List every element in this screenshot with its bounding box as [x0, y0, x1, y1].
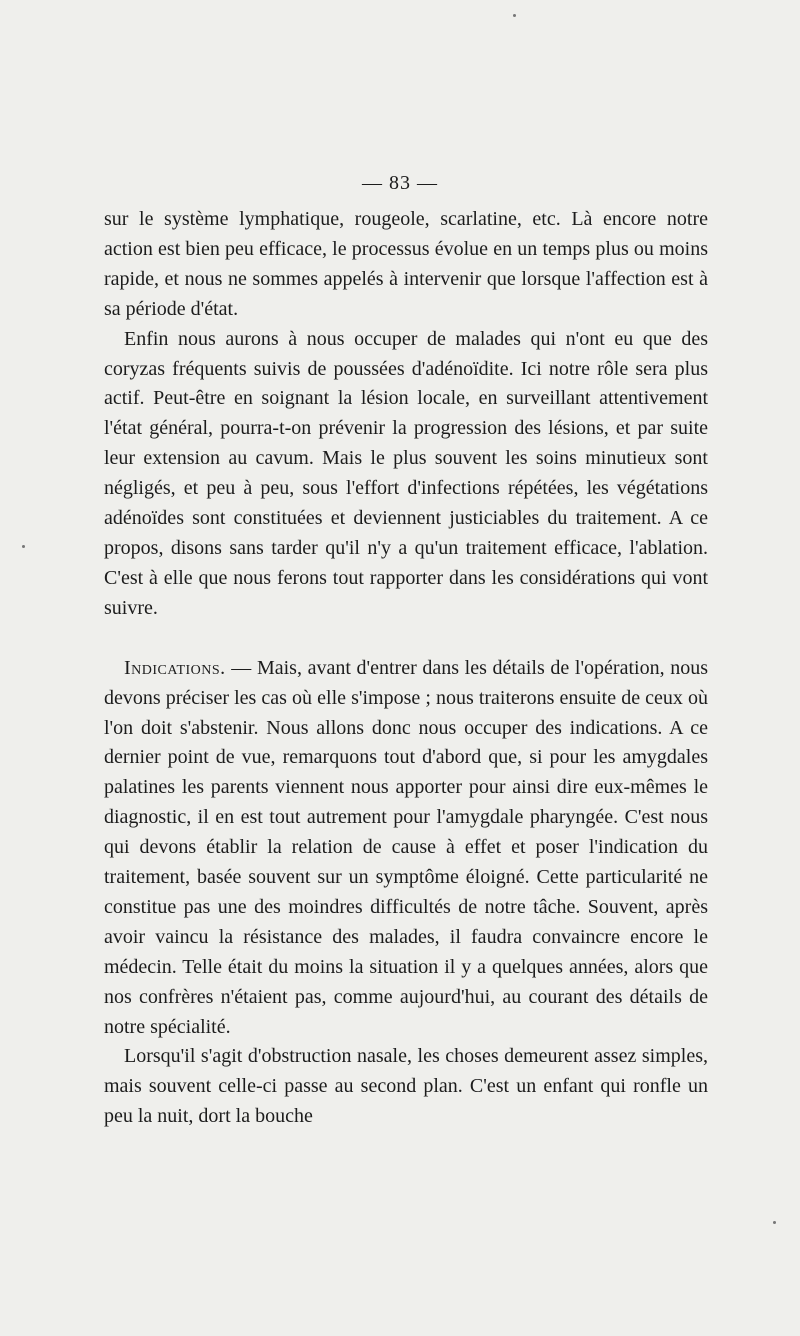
paragraph: Lorsqu'il s'agit d'obstruction nasale, les choses demeurent assez simples, mais souvent celle-ci passe au second plan. C'est un enfant qui ronfle un peu la nuit, dort la bouche — [104, 1045, 708, 1128]
body-text — [104, 205, 708, 1132]
paragraph: sur le système lymphatique, rougeole, scarlatine, etc. Là encore notre action est bien peu efficace, le processus évolue en un temps plus ou moins rapide, et nous ne sommes appelés à intervenir que lorsque l'affection est à sa période d'état. — [104, 208, 708, 320]
page-number: — 83 — — [362, 172, 438, 194]
paragraph — [104, 654, 708, 1043]
paper-speck — [773, 1221, 776, 1224]
paper-speck — [22, 545, 25, 548]
paragraph-text: — Mais, avant d'entrer dans les détails de l'opération, nous devons préciser les cas où elle s'impose ; nous traiterons ensuite de ceux où l'on doit s'abstenir. Nous allons donc nous occuper des indications. A ce dernier point de vue, remarquons tout d'abord que, si pour les amygdales palatines les parents viennent nous apporter pour ainsi dire eux-mêmes le diagnostic, il en est tout autrement pour l'amygdale pharyngée. C'est nous qui devons établir la relation de cause à effet et poser l'indication du traitement, basée souvent sur un symptôme éloigné. Cette particularité ne constitue pas une des moindres difficultés de notre tâche. Souvent, après avoir vaincu la résistance des malades, il faudra convaincre encore le médecin. Telle était du moins la situation il y a quelques années, alors que nos confrères n'étaient pas, comme aujourd'hui, au courant des détails de notre spécialité. — [104, 656, 708, 1038]
paper-speck — [513, 14, 516, 17]
paragraph: Enfin nous aurons à nous occuper de malades qui n'ont eu que des coryzas fréquents suivis de poussées d'adénoïdite. Ici notre rôle sera plus actif. Peut-être en soignant la lésion locale, en surveillant attentivement l'état général, pourra-t-on prévenir la progression des lésions, et par suite leur extension au cavum. Mais le plus souvent les soins minutieux sont négligés, et peu à peu, sous l'effort d'infections répétées, les végétations adénoïdes sont constituées et deviennent justiciables du traitement. A ce propos, disons sans tarder qu'il n'y a qu'un traitement efficace, l'ablation. C'est à elle que nous ferons tout rapporter dans les considérations qui vont suivre. — [104, 327, 708, 619]
section-heading: Indications. — [124, 656, 226, 679]
